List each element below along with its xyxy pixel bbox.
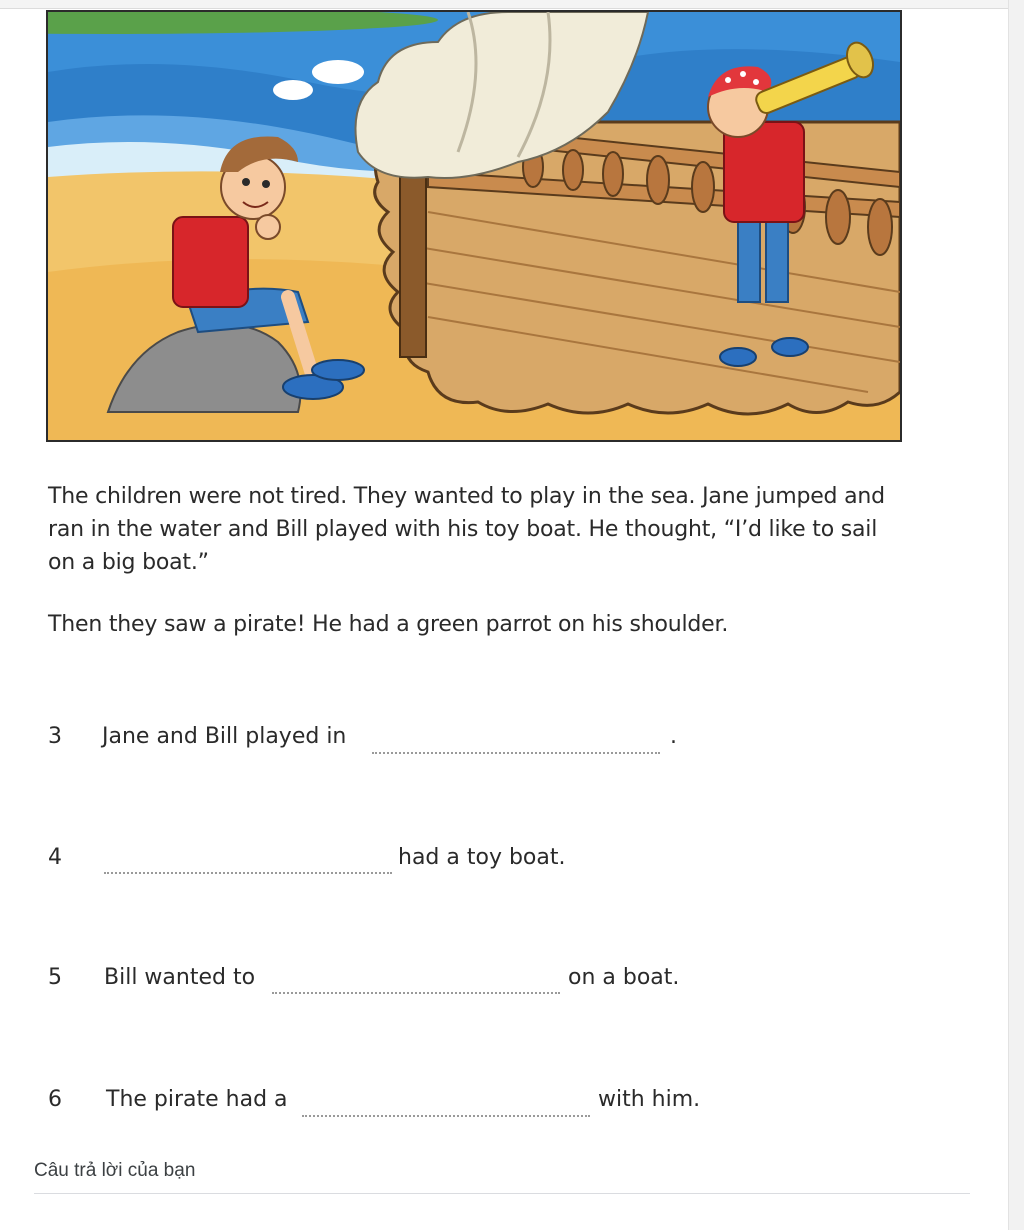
answer-field-label[interactable]: Câu trả lời của bạn <box>34 1160 196 1181</box>
question-text-before: The pirate had a <box>106 1087 288 1112</box>
answer-blank-3 <box>372 752 660 754</box>
question-number: 6 <box>48 1087 62 1112</box>
story-illustration <box>46 10 902 442</box>
scrollbar-gutter <box>1008 0 1024 1230</box>
question-number: 5 <box>48 965 62 990</box>
question-5-text-after: on a boat. <box>568 965 680 990</box>
question-4-number: 4 <box>48 845 62 870</box>
answer-blank-4 <box>104 872 392 874</box>
question-3-end: . <box>670 724 677 749</box>
answer-input-underline[interactable] <box>34 1193 970 1194</box>
question-4-text-after: had a toy boat. <box>398 845 566 870</box>
question-text-before: Bill wanted to <box>104 965 256 990</box>
page-top-edge <box>0 0 1008 9</box>
answer-blank-5 <box>272 992 560 994</box>
question-6-text-after: with him. <box>598 1087 701 1112</box>
answer-blank-6 <box>302 1115 590 1117</box>
passage-paragraph-1: The children were not tired. They wanted to play in the sea. Jane jumped and ran in the water and Bill played with his toy boat. He thought, “I’d like to sail on a big boat.” <box>48 484 885 575</box>
question-text-before: Jane and Bill played in <box>102 724 347 749</box>
question-number: 3 <box>48 724 62 749</box>
passage-paragraph-2: Then they saw a pirate! He had a green parrot on his shoulder. <box>48 612 729 637</box>
